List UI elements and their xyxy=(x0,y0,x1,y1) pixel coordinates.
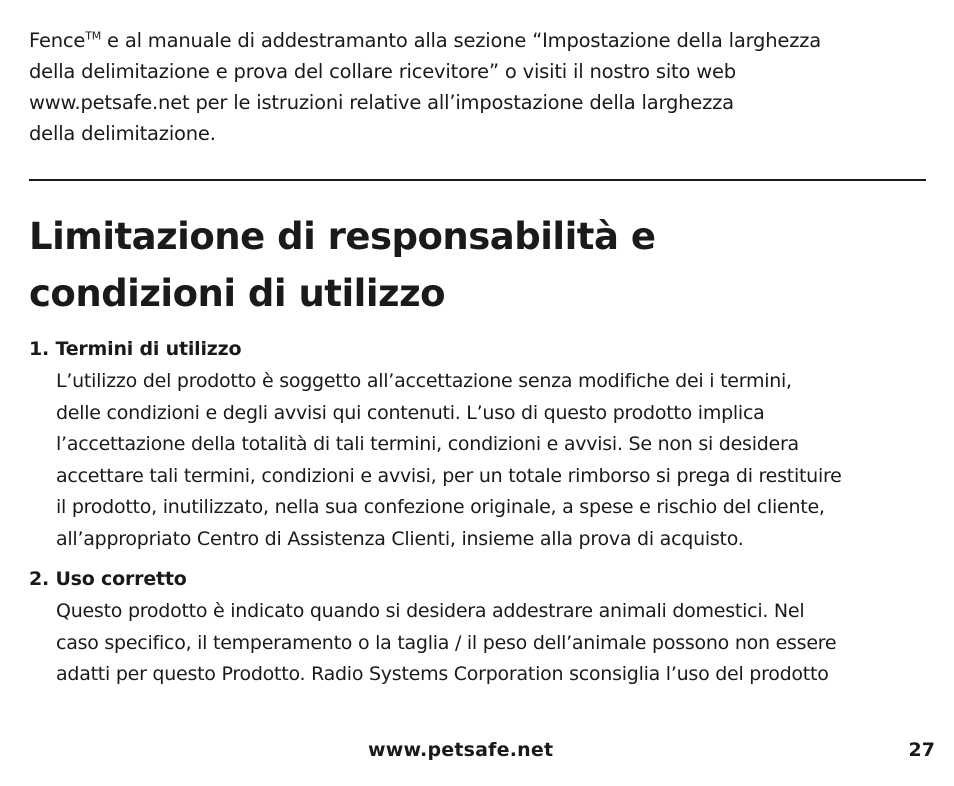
trademark-symbol: TM xyxy=(85,29,102,43)
intro-line-3: www.petsafe.net per le istruzioni relative all’impostazione della larghezza xyxy=(29,91,734,114)
intro-fence-text: Fence xyxy=(29,29,86,52)
section-divider xyxy=(29,179,926,181)
body-line: adatti per questo Prodotto. Radio Systems Corporation sconsiglia l’uso del prodotto xyxy=(56,663,829,685)
body-line: l’accettazione della totalità di tali termini, condizioni e avvisi. Se non si desidera xyxy=(56,433,799,455)
body-line: il prodotto, inutilizzato, nella sua confezione originale, a spese e rischio del cliente, xyxy=(56,496,825,518)
section-heading-correct-use: 2. Uso corretto xyxy=(29,568,187,590)
page-title-line-1: Limitazione di responsabilità e xyxy=(29,215,656,258)
footer-website-url: www.petsafe.net xyxy=(368,739,554,761)
body-line: delle condizioni e degli avvisi qui contenuti. L’uso di questo prodotto implica xyxy=(56,401,765,424)
page-number: 27 xyxy=(908,739,935,761)
body-line: L’utilizzo del prodotto è soggetto all’accettazione senza modifiche dei i termini, xyxy=(56,370,792,392)
body-line: accettare tali termini, condizioni e avvisi, per un totale rimborso si prega di restituire xyxy=(56,464,842,487)
page-title-line-2: condizioni di utilizzo xyxy=(29,272,446,315)
page-title xyxy=(29,208,929,322)
intro-line-1-rest: e al manuale di addestramanto alla sezione “Impostazione della larghezza xyxy=(101,29,822,52)
intro-line-2: della delimitazione e prova del collare ricevitore” o visiti il nostro sito web xyxy=(29,60,736,83)
section-heading-terms: 1. Termini di utilizzo xyxy=(29,338,242,360)
body-line: all’appropriato Centro di Assistenza Clienti, insieme alla prova di acquisto. xyxy=(56,527,744,550)
body-line: Questo prodotto è indicato quando si desidera addestrare animali domestici. Nel xyxy=(56,600,805,622)
section-body-correct-use xyxy=(56,596,936,691)
body-line: caso specifico, il temperamento o la taglia / il peso dell’animale possono non essere xyxy=(56,631,837,654)
intro-line-4: della delimitazione. xyxy=(29,122,216,145)
intro-line-1 xyxy=(29,25,929,56)
section-body-terms xyxy=(56,366,936,555)
intro-paragraph xyxy=(29,25,929,149)
